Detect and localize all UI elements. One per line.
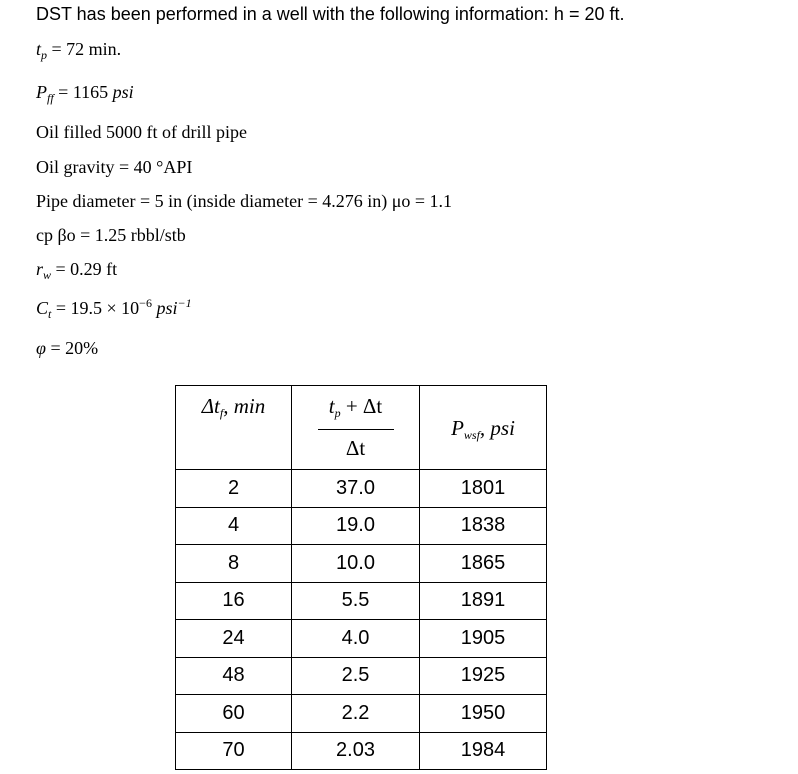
header-ratio-tp-subscript: p: [334, 406, 341, 420]
header-pwsf-symbol: P: [451, 416, 464, 440]
table-row: [176, 620, 547, 658]
cell-delta-tf: 4: [176, 507, 292, 545]
header-ratio-tp-symbol: t: [328, 394, 335, 418]
pff-symbol: P: [36, 82, 47, 102]
header-pwsf: [420, 386, 547, 470]
ct-unit: psi: [151, 298, 178, 318]
intro-text: DST has been performed in a well with the following information: h = 20 ft.: [36, 4, 625, 24]
oil-gravity-line: [36, 158, 192, 176]
cell-ratio: 37.0: [292, 470, 420, 508]
tp-subscript: p: [41, 48, 48, 62]
phi-symbol: φ: [36, 338, 46, 358]
ct-unit-exponent: −1: [177, 296, 192, 310]
cell-ratio: 5.5: [292, 582, 420, 620]
cp-line: [36, 226, 186, 244]
header-delta-tf: [176, 386, 292, 470]
header-delta-tf-symbol: Δt: [201, 394, 220, 418]
header-pwsf-subscript: wsf: [463, 428, 480, 442]
table-row: [176, 545, 547, 583]
pff-subscript: ff: [47, 91, 54, 105]
ct-value: = 19.5 × 10: [51, 298, 140, 318]
cell-pwsf: 1950: [420, 695, 547, 733]
cell-delta-tf: 2: [176, 470, 292, 508]
fraction-bar: [318, 429, 394, 430]
cp-text: cp βo = 1.25 rbbl/stb: [36, 225, 186, 245]
phi-value: = 20%: [45, 338, 99, 358]
pipe-line: [36, 192, 452, 210]
header-ratio-denominator: Δt: [345, 436, 366, 460]
tp-value: = 72 min.: [47, 39, 122, 59]
cell-delta-tf: 70: [176, 732, 292, 770]
ct-line: [36, 296, 192, 321]
phi-line: [36, 339, 98, 357]
pff-unit: psi: [112, 82, 134, 102]
table-row: [176, 657, 547, 695]
cell-pwsf: 1891: [420, 582, 547, 620]
table-row: [176, 507, 547, 545]
pff-line: [36, 82, 134, 105]
cell-pwsf: 1865: [420, 545, 547, 583]
cell-ratio: 4.0: [292, 620, 420, 658]
ct-subscript: t: [48, 307, 52, 321]
header-delta-tf-unit: , min: [223, 394, 266, 418]
cell-ratio: 2.2: [292, 695, 420, 733]
rw-subscript: w: [43, 268, 52, 282]
cell-ratio: 2.5: [292, 657, 420, 695]
table-row: [176, 732, 547, 770]
tp-line: [36, 39, 122, 62]
ct-symbol: C: [36, 298, 49, 318]
pipe-text: Pipe diameter = 5 in (inside diameter = 4.276 in) μo = 1.1: [36, 191, 453, 211]
table-row: [176, 470, 547, 508]
cell-pwsf: 1905: [420, 620, 547, 658]
cell-pwsf: 1925: [420, 657, 547, 695]
intro-line-h: [36, 5, 624, 23]
header-pwsf-unit: , psi: [479, 416, 515, 440]
oil-gravity-text: Oil gravity = 40 °API: [36, 157, 193, 177]
dst-data-table: [175, 385, 547, 770]
cell-ratio: 2.03: [292, 732, 420, 770]
cell-ratio: 19.0: [292, 507, 420, 545]
header-horner-ratio: [292, 386, 420, 470]
cell-pwsf: 1801: [420, 470, 547, 508]
header-ratio-numerator-rest: + Δt: [340, 394, 383, 418]
pff-value: = 1165: [53, 82, 113, 102]
cell-pwsf: 1984: [420, 732, 547, 770]
table-row: [176, 695, 547, 733]
table-header-row: [176, 386, 547, 470]
cell-delta-tf: 24: [176, 620, 292, 658]
cell-delta-tf: 16: [176, 582, 292, 620]
rw-line: [36, 259, 118, 282]
table-row: [176, 582, 547, 620]
oil-filled-line: [36, 123, 247, 141]
oil-filled-text: Oil filled 5000 ft of drill pipe: [36, 122, 247, 142]
tp-symbol: t: [36, 39, 42, 59]
rw-symbol: r: [36, 259, 44, 279]
cell-delta-tf: 48: [176, 657, 292, 695]
rw-value: = 0.29 ft: [51, 259, 118, 279]
cell-delta-tf: 8: [176, 545, 292, 583]
ct-exponent: −6: [139, 296, 152, 310]
cell-pwsf: 1838: [420, 507, 547, 545]
header-delta-tf-subscript: f: [219, 406, 224, 420]
cell-delta-tf: 60: [176, 695, 292, 733]
cell-ratio: 10.0: [292, 545, 420, 583]
